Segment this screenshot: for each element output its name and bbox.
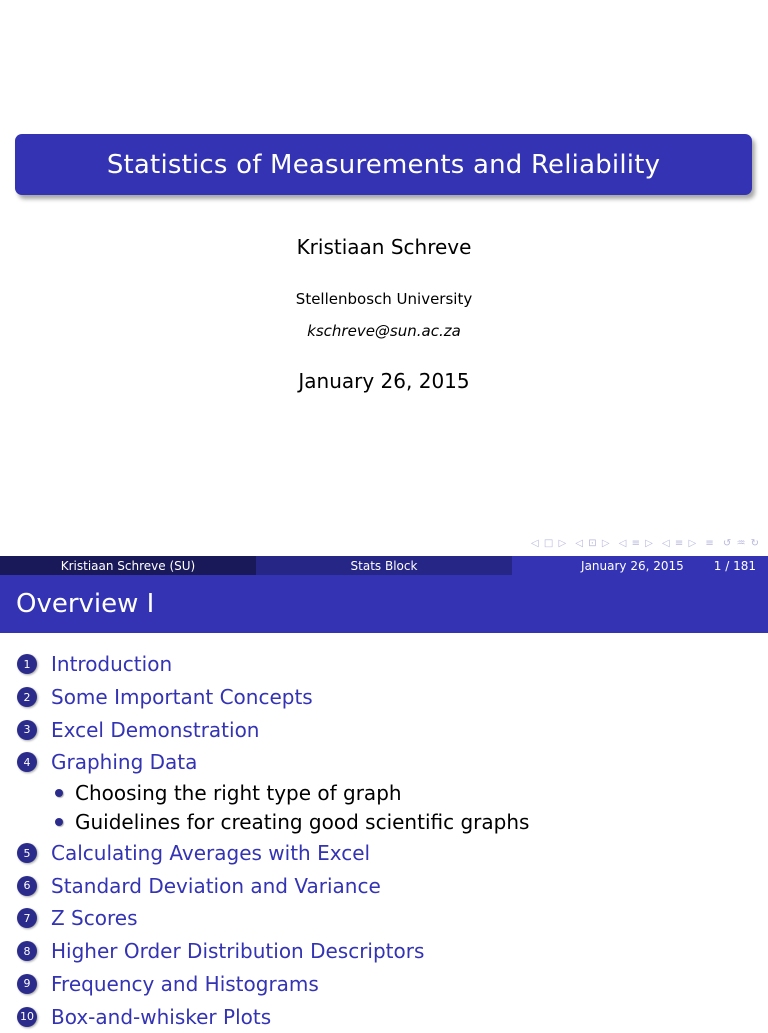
nav-document-icon[interactable]: ≡ [705, 538, 715, 549]
toc-link[interactable]: Calculating Averages with Excel [51, 841, 371, 866]
toc-sublink[interactable]: Guidelines for creating good scientific graphs [75, 810, 530, 835]
section-number-badge: 8 [17, 941, 37, 961]
toc-link[interactable]: Graphing Data [51, 750, 198, 775]
section-number-badge: 7 [17, 908, 37, 928]
toc-item-graphing-data[interactable] [17, 746, 529, 779]
title-block [15, 134, 752, 195]
footer-page-number: 1 / 181 [713, 558, 756, 573]
nav-frame-icon[interactable]: ◁ □ ▷ [531, 538, 568, 549]
presentation-title: Statistics of Measurements and Reliability [106, 149, 661, 180]
footer-title-box [256, 556, 512, 575]
institute: Stellenbosch University [295, 290, 473, 308]
toc-sublink[interactable]: Choosing the right type of graph [75, 781, 402, 806]
toc-item-box-whisker[interactable] [17, 1000, 529, 1033]
overview-title: Overview I [16, 589, 155, 619]
toc-subitem-graph-guidelines[interactable] [17, 808, 529, 837]
nav-subsection-list-icon[interactable]: ◁ ≡ ▷ [662, 538, 698, 549]
toc-link[interactable]: Excel Demonstration [51, 717, 260, 742]
toc-link[interactable]: Standard Deviation and Variance [51, 873, 381, 898]
toc-link[interactable]: Frequency and Histograms [51, 971, 319, 996]
toc-item-z-scores[interactable] [17, 902, 529, 935]
bullet-icon [55, 818, 63, 826]
nav-search-back-forward-icon[interactable]: ↺ ♒ ↻ [722, 538, 760, 549]
section-number-badge: 4 [17, 752, 37, 772]
toc-link[interactable]: Some Important Concepts [51, 685, 313, 710]
section-number-badge: 6 [17, 876, 37, 896]
section-number-badge: 10 [17, 1007, 37, 1027]
toc-item-introduction[interactable] [17, 648, 529, 681]
section-number-badge: 3 [17, 720, 37, 740]
section-number-badge: 1 [17, 654, 37, 674]
toc-link[interactable]: Introduction [51, 652, 173, 677]
nav-subsection-icon[interactable]: ◁ ⊡ ▷ [575, 538, 611, 549]
author-email: kschreve@sun.ac.za [307, 322, 461, 340]
section-number-badge: 5 [17, 843, 37, 863]
toc-item-frequency-histograms[interactable] [17, 968, 529, 1001]
toc-item-important-concepts[interactable] [17, 681, 529, 714]
table-of-contents [17, 648, 529, 1033]
toc-link[interactable]: Box-and-whisker Plots [51, 1004, 272, 1029]
toc-link[interactable]: Higher Order Distribution Descriptors [51, 939, 425, 964]
toc-item-standard-deviation[interactable] [17, 869, 529, 902]
footer-short-title: Stats Block [350, 558, 418, 573]
frame-title [0, 575, 768, 633]
toc-link[interactable]: Z Scores [51, 906, 138, 931]
footer-author-box [0, 556, 256, 575]
nav-section-icon[interactable]: ◁ ≡ ▷ [618, 538, 654, 549]
author-name: Kristiaan Schreve [296, 235, 472, 259]
beamer-navigation-bar [527, 538, 760, 549]
toc-item-higher-order[interactable] [17, 935, 529, 968]
toc-item-averages[interactable] [17, 837, 529, 870]
footer-author: Kristiaan Schreve (SU) [60, 558, 196, 573]
toc-subitem-graph-type[interactable] [17, 779, 529, 808]
presentation-date: January 26, 2015 [298, 369, 470, 393]
toc-item-excel-demonstration[interactable] [17, 713, 529, 746]
footer-date-box [512, 556, 768, 575]
bullet-icon [55, 789, 63, 797]
footer-date: January 26, 2015 [581, 558, 684, 573]
slide-footer [0, 556, 768, 575]
section-number-badge: 2 [17, 687, 37, 707]
section-number-badge: 9 [17, 974, 37, 994]
